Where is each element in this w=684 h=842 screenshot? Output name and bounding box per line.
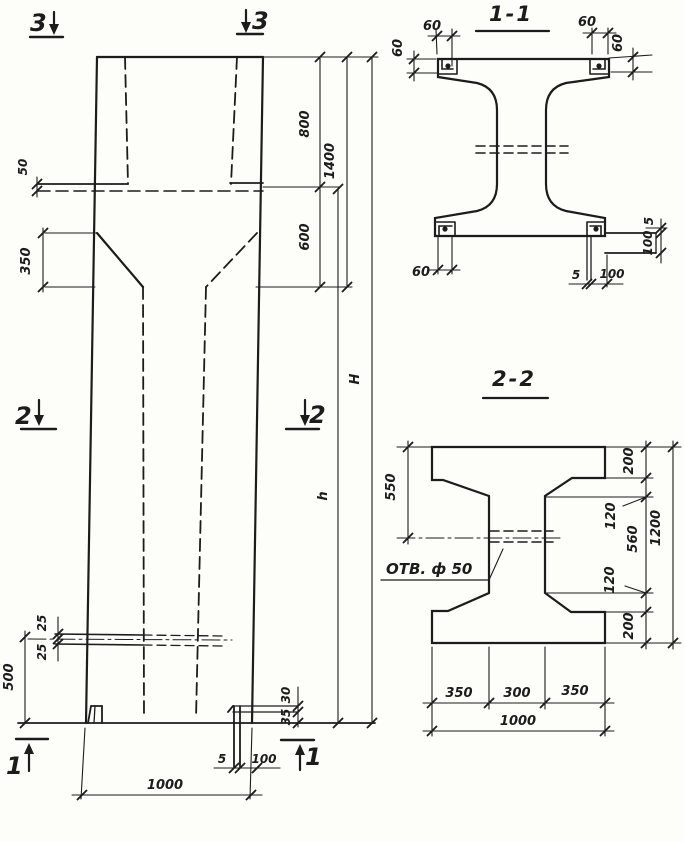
- dim-1000-label: 1000: [146, 778, 184, 793]
- section-marker-1-right: [281, 740, 322, 771]
- dim-100-label: 100: [251, 752, 277, 766]
- marker-2-right-label: 2: [309, 401, 326, 429]
- dim-1-1-b100: 100: [599, 267, 625, 281]
- hole-callout: [381, 549, 503, 580]
- section-2-2-outline: [432, 447, 605, 643]
- section-2-2-hole: [397, 531, 561, 542]
- dim-2-2-1000: 1000: [499, 714, 537, 729]
- section-2-2-view: [381, 367, 681, 736]
- section-marker-3-right: [237, 7, 269, 35]
- dim-1-1-r5: 5: [642, 216, 656, 226]
- dim-350-label: 350: [19, 247, 34, 275]
- dim-1-1-tl-height: 60: [391, 38, 406, 58]
- elevation-dims-base: [72, 687, 303, 800]
- column-hidden-lines: [38, 57, 352, 718]
- dim-2-2-1200: 1200: [649, 509, 664, 547]
- marker-2-left-label: 2: [15, 402, 32, 430]
- dim-1-1-bl: 60: [411, 265, 431, 280]
- dim-2-2-120-bottom: 120: [603, 566, 618, 594]
- section-1-1-outline: [435, 59, 609, 236]
- dim-1-1-tr-height: 60: [611, 33, 626, 53]
- dim-1-1-b5: 5: [571, 268, 581, 282]
- dim-2-2-550: 550: [384, 473, 399, 501]
- dim-25-bottom-label: 25: [35, 643, 49, 661]
- section-marker-2-right: [286, 400, 326, 429]
- section-1-1-title: 1-1: [489, 2, 533, 26]
- dim-1400-label: 1400: [323, 142, 338, 180]
- marker-3-right-label: 3: [252, 7, 269, 35]
- section-marker-1-left: [6, 739, 48, 780]
- dim-2-2-120-top: 120: [604, 502, 619, 530]
- section-marker-2-left: [15, 400, 56, 430]
- dim-1-1-tr-width: 60: [577, 15, 597, 30]
- elevation-dims-left: [2, 159, 63, 728]
- marker-1-left-label: 1: [6, 752, 23, 780]
- dim-25-top-label: 25: [35, 614, 49, 632]
- dim-2-2-350-left: 350: [445, 686, 473, 701]
- dim-2-2-350-right: 350: [561, 684, 589, 699]
- marker-3-left-label: 3: [30, 9, 47, 37]
- section-2-2-title: 2-2: [492, 367, 536, 391]
- dim-1-1-r100: 100: [641, 230, 655, 256]
- section-1-1-dims: [391, 15, 667, 289]
- dim-600-label: 600: [298, 223, 313, 251]
- dim-2-2-560: 560: [626, 525, 641, 553]
- section-marker-3-left: [30, 9, 63, 37]
- section-2-2-dims-left: [384, 441, 432, 544]
- dim-50-label: 50: [16, 158, 30, 176]
- elevation-dims-right: [298, 53, 377, 728]
- section-2-2-dims-right: [545, 441, 681, 649]
- dim-35-label: 35: [279, 708, 293, 726]
- dim-2-2-300: 300: [503, 686, 531, 701]
- section-2-2-dims-bottom: [423, 647, 614, 736]
- hole-callout-label: ОТВ. ф 50: [386, 560, 473, 578]
- dim-h-label: h: [316, 491, 331, 501]
- dim-500-label: 500: [2, 663, 17, 691]
- corner-angles: [435, 59, 609, 236]
- section-1-1-view: [391, 2, 667, 289]
- dim-1-1-tl-width: 60: [422, 19, 442, 34]
- dim-2-2-200-bottom: 200: [622, 612, 637, 640]
- dim-2-2-200-top: 200: [622, 447, 637, 475]
- elevation-view: [2, 7, 378, 800]
- dim-30-label: 30: [279, 686, 293, 704]
- dim-800-label: 800: [298, 110, 313, 138]
- dim-H-label: H: [348, 373, 363, 385]
- marker-1-right-label: 1: [305, 743, 322, 771]
- dim-5-label: 5: [217, 752, 227, 766]
